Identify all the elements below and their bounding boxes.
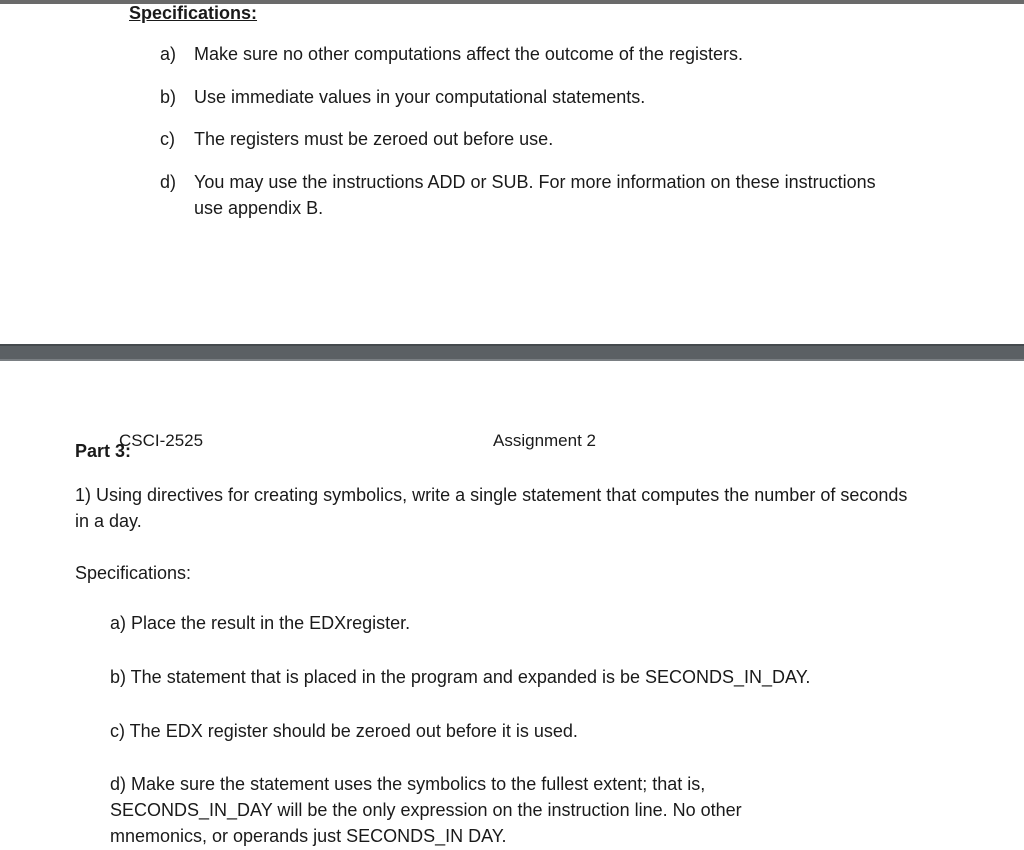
specifications-heading: Specifications: xyxy=(75,563,192,583)
assignment-title: Assignment 2 xyxy=(493,431,596,450)
spec-item-a-marker: a) xyxy=(160,44,177,64)
spec-item-d-text-line2: use appendix B. xyxy=(194,198,324,218)
question-line-1: 1) Using directives for creating symbolics, write a single statement that computes the number of seconds xyxy=(75,485,908,505)
spec-item-d-text-line1: You may use the instructions ADD or SUB. For more information on these instructions xyxy=(194,172,876,192)
spec-item-b-text: Use immediate values in your computational statements. xyxy=(194,87,646,107)
course-code: CSCI-2525 xyxy=(119,431,204,450)
spec2-item-c: c) The EDX register should be zeroed out before it is used. xyxy=(110,721,578,741)
spec2-item-d-line1: d) Make sure the statement uses the symbolics to the fullest extent; that is, xyxy=(110,774,706,794)
spec2-item-b: b) The statement that is placed in the program and expanded is be SECONDS_IN_DAY. xyxy=(110,667,811,687)
specifications-heading-top: Specifications: xyxy=(129,3,258,23)
spec2-item-a: a) Place the result in the EDXregister. xyxy=(110,613,411,633)
spec-item-c-marker: c) xyxy=(160,129,175,149)
spec2-item-d-line2: SECONDS_IN_DAY will be the only expression on the instruction line. No other xyxy=(110,800,742,820)
question-line-2: in a day. xyxy=(75,511,142,531)
part-label: Part 3: xyxy=(75,441,132,461)
page-divider xyxy=(0,344,1024,361)
spec-item-c-text: The registers must be zeroed out before use. xyxy=(194,129,554,149)
spec-item-b-marker: b) xyxy=(160,87,177,107)
spec-item-d-marker: d) xyxy=(160,172,177,192)
spec2-item-d-line3: mnemonics, or operands just SECONDS_IN DAY. xyxy=(110,826,507,846)
spec-item-a-text: Make sure no other computations affect the outcome of the registers. xyxy=(194,44,743,64)
